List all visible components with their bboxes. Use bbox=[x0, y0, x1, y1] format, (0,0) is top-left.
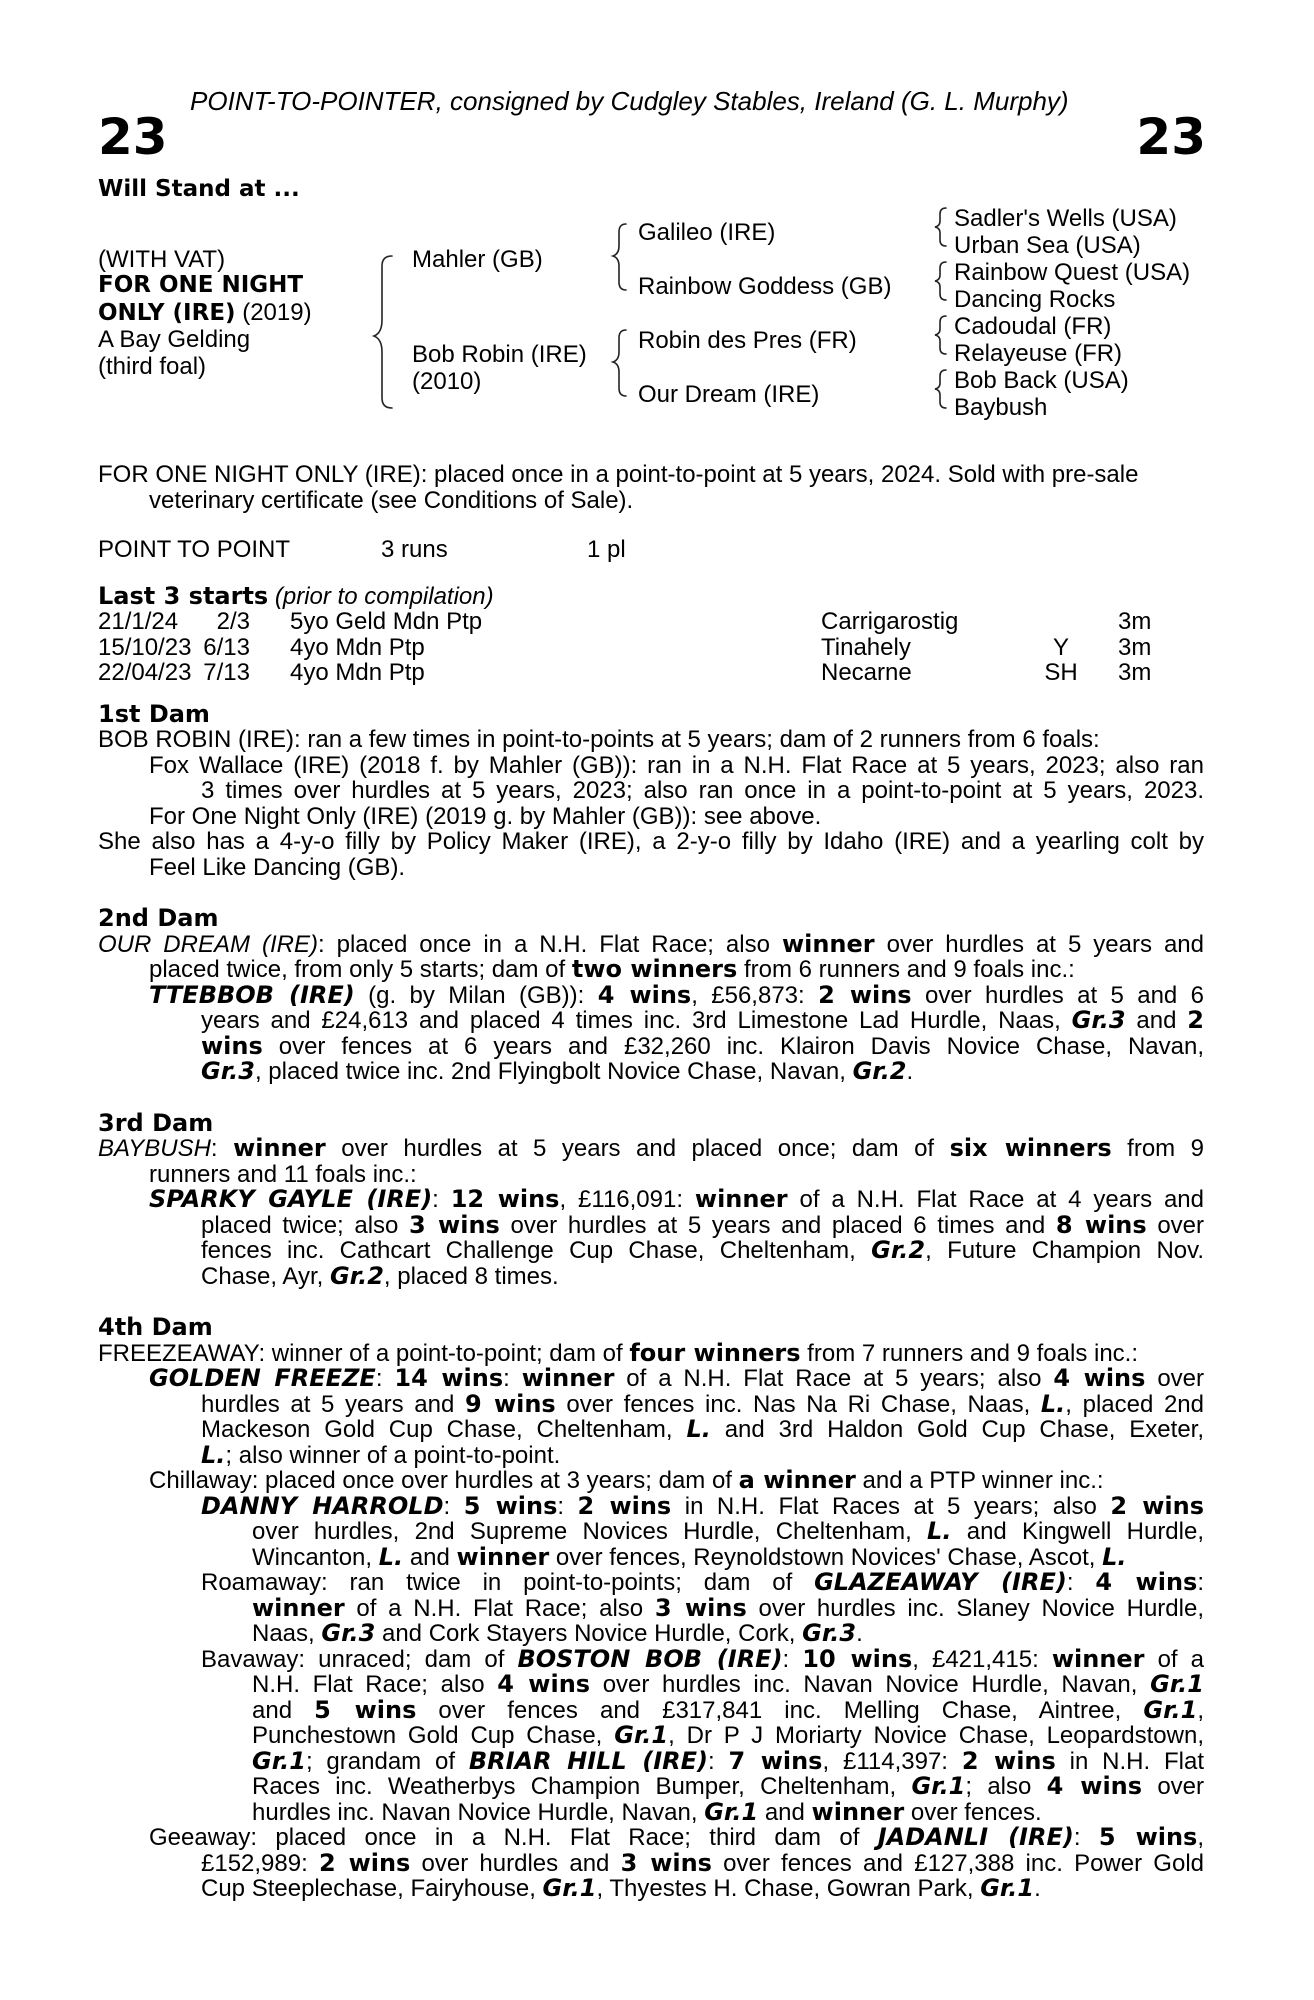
lot-number-left: 23 bbox=[98, 108, 168, 166]
bavaway-line5: Gr.1; grandam of BRIAR HILL (IRE): 7 wins, £114,397: 2 wins in N.H. Flat bbox=[252, 1746, 1204, 1775]
start-course: Tinahely bbox=[821, 633, 911, 661]
foal-note: (third foal) bbox=[98, 353, 207, 380]
produce-fox-wallace: Fox Wallace (IRE) (2018 f. by Mahler (GB)): ran in a N.H. Flat Race at 5 years, 2023; also ran bbox=[149, 751, 1204, 779]
start-row bbox=[98, 609, 1204, 635]
start-dist: 3m bbox=[1118, 659, 1152, 686]
sparky-line1: SPARKY GAYLE (IRE): 12 wins, £116,091: winner of a N.H. Flat Race at 4 years and bbox=[149, 1185, 1205, 1213]
horse-foaling-year: (2019) bbox=[235, 299, 312, 326]
danny-harrold-line1: DANNY HARROLD: 5 wins: 2 wins in N.H. Flat Races at 5 years; also 2 wins bbox=[201, 1491, 1204, 1520]
brace-sire-dam bbox=[374, 256, 392, 408]
second-dam-line2: placed twice, from only 5 starts; dam of two winners from 6 runners and 9 foals inc.: bbox=[149, 955, 1075, 983]
first-dam-heading: 1st Dam bbox=[98, 699, 210, 728]
third-dam-heading: 3rd Dam bbox=[98, 1108, 214, 1137]
vat-note: (WITH VAT) bbox=[98, 246, 226, 273]
horse-name-line1: FOR ONE NIGHT bbox=[98, 272, 304, 298]
ptp-record: POINT TO POINT 3 runs 1 pl bbox=[98, 536, 626, 563]
bavaway-line6: Races inc. Weatherbys Champion Bumper, Cheltenham, Gr.1; also 4 wins over bbox=[252, 1772, 1205, 1800]
sparky-line3: fences inc. Cathcart Challenge Cup Chase, Cheltenham, Gr.2, Future Champion Nov. bbox=[201, 1236, 1205, 1264]
sparky-line4: Chase, Ayr, Gr.2, placed 8 times. bbox=[201, 1261, 559, 1290]
start-pos: 2/3 bbox=[216, 608, 250, 635]
ttebbob-line1: TTEBBOB (IRE) (g. by Milan (GB)): 4 wins, £56,873: 2 wins over hurdles at 5 and 6 bbox=[149, 980, 1204, 1009]
roamaway-line2: winner of a N.H. Flat Race; also 3 wins over hurdles inc. Slaney Novice Hurdle, bbox=[252, 1593, 1204, 1622]
ttebbob-line4: Gr.3, placed twice inc. 2nd Flyingbolt Novice Chase, Navan, Gr.2. bbox=[201, 1057, 914, 1085]
start-going: Y bbox=[1052, 633, 1069, 661]
golden-freeze-line1: GOLDEN FREEZE: 14 wins: winner of a N.H. Flat Race at 5 years; also 4 wins over bbox=[149, 1364, 1205, 1392]
dam-sire: Robin des Pres (FR) bbox=[638, 327, 857, 354]
bavaway-line1: Bavaway: unraced; dam of BOSTON BOB (IRE): 10 wins, £421,415: winner of a bbox=[201, 1644, 1205, 1673]
will-stand-label: Will Stand at ... bbox=[98, 176, 300, 202]
horse-name-part: ONLY (IRE) bbox=[98, 300, 236, 326]
dam-year: (2010) bbox=[412, 368, 482, 395]
bavaway-line2: N.H. Flat Race; also 4 wins over hurdles inc. Navan Novice Hurdle, Navan, Gr.1 bbox=[252, 1670, 1204, 1698]
roamaway-line1: Roamaway: ran twice in point-to-points; dam of GLAZEAWAY (IRE): 4 wins: bbox=[201, 1568, 1204, 1596]
brace-dd bbox=[935, 370, 946, 408]
danny-harrold-line2: over hurdles, 2nd Supreme Novices Hurdle, Cheltenham, L. and Kingwell Hurdle, bbox=[252, 1517, 1205, 1545]
roamaway-line3: Naas, Gr.3 and Cork Stayers Novice Hurdle, Cork, Gr.3. bbox=[252, 1619, 863, 1647]
start-race: 4yo Mdn Ptp bbox=[290, 633, 425, 661]
chillaway-line: Chillaway: placed once over hurdles at 3 years; dam of a winner and a PTP winner inc.: bbox=[149, 1466, 1104, 1494]
sire-dam: Rainbow Goddess (GB) bbox=[638, 273, 892, 300]
start-date: 15/10/23 bbox=[98, 633, 192, 661]
produce-for-one-night-only: For One Night Only (IRE) (2019 g. by Mahler (GB)): see above. bbox=[149, 802, 822, 830]
ttebbob-line2: years and £24,613 and placed 4 times inc. 3rd Limestone Lad Hurdle, Naas, Gr.3 and 2 bbox=[201, 1006, 1204, 1034]
start-pos: 7/13 bbox=[203, 659, 250, 686]
start-date: 21/1/24 bbox=[98, 608, 179, 635]
golden-freeze-line4: L.; also winner of a point-to-point. bbox=[201, 1440, 561, 1469]
start-course: Necarne bbox=[821, 659, 912, 686]
geeaway-line3: Cup Steeplechase, Fairyhouse, Gr.1, Thyestes H. Chase, Gowran Park, Gr.1. bbox=[201, 1874, 1041, 1902]
dam-younger-stock-cont: Feel Like Dancing (GB). bbox=[149, 853, 406, 881]
produce-fox-wallace-cont: 3 times over hurdles at 5 years, 2023; also ran once in a point-to-point at 5 years, 2023. bbox=[201, 777, 1204, 804]
consignor-header: POINT-TO-POINTER, consigned by Cudgley Stables, Ireland (G. L. Murphy) bbox=[190, 86, 1069, 116]
dam: Bob Robin (IRE) bbox=[412, 341, 587, 368]
geeaway-line2: £152,989: 2 wins over hurdles and 3 wins over fences and £127,388 inc. Power Gold bbox=[201, 1848, 1205, 1877]
brace-dam bbox=[613, 330, 626, 396]
dam-younger-stock: She also has a 4-y-o filly by Policy Maker (IRE), a 2-y-o filly by Idaho (IRE) and a yearling colt by bbox=[98, 828, 1204, 855]
second-dam-heading: 2nd Dam bbox=[98, 904, 219, 932]
dam-dam: Our Dream (IRE) bbox=[638, 381, 820, 408]
sds: Rainbow Quest (USA) bbox=[954, 259, 1191, 286]
start-race: 4yo Mdn Ptp bbox=[290, 659, 425, 686]
start-going: SH bbox=[1044, 659, 1078, 686]
first-dam-line: BOB ROBIN (IRE): ran a few times in point-to-points at 5 years; dam of 2 runners from 6 foals: bbox=[98, 726, 1100, 753]
sparky-line2: placed twice; also 3 wins over hurdles at 5 years and placed 6 times and 8 wins over bbox=[201, 1210, 1205, 1239]
fourth-dam-line1: FREEZEAWAY: winner of a point-to-point; dam of four winners from 7 runners and 9 foals inc.: bbox=[98, 1338, 1139, 1367]
golden-freeze-line2: hurdles at 5 years and 9 wins over fences inc. Nas Na Ri Chase, Naas, L., placed 2nd bbox=[201, 1389, 1204, 1418]
sss: Sadler's Wells (USA) bbox=[954, 205, 1177, 232]
bavaway-line7: hurdles inc. Navan Novice Hurdle, Navan, Gr.1 and winner over fences. bbox=[252, 1797, 1042, 1826]
sdd: Dancing Rocks bbox=[954, 286, 1116, 313]
starts-heading: Last 3 starts (prior to compilation) bbox=[98, 581, 494, 610]
second-dam-line1: OUR DREAM (IRE): placed once in a N.H. Flat Race; also winner over hurdles at 5 years and bbox=[98, 929, 1204, 958]
start-dist: 3m bbox=[1118, 608, 1152, 635]
start-date: 22/04/23 bbox=[98, 659, 192, 686]
brace-sire bbox=[613, 224, 626, 290]
start-race: 5yo Geld Mdn Ptp bbox=[290, 608, 483, 635]
dsd: Relayeuse (FR) bbox=[954, 340, 1123, 367]
ssd: Urban Sea (USA) bbox=[954, 232, 1141, 259]
bavaway-line3: and 5 wins over fences and £317,841 inc. Melling Chase, Aintree, Gr.1, bbox=[252, 1695, 1204, 1724]
summary-line2: veterinary certificate (see Conditions of Sale). bbox=[149, 486, 634, 514]
golden-freeze-line3: Mackeson Gold Cup Chase, Cheltenham, L. and 3rd Haldon Gold Cup Chase, Exeter, bbox=[201, 1415, 1204, 1443]
start-course: Carrigarostig bbox=[821, 608, 959, 635]
horse-description: A Bay Gelding bbox=[98, 326, 251, 353]
geeaway-line1: Geeaway: placed once in a N.H. Flat Race; third dam of JADANLI (IRE): 5 wins, bbox=[149, 1823, 1205, 1851]
brace-sd bbox=[935, 262, 946, 300]
start-row bbox=[98, 660, 1204, 686]
catalogue-body bbox=[98, 462, 1204, 1902]
dds: Bob Back (USA) bbox=[954, 367, 1129, 394]
brace-ds bbox=[935, 316, 946, 354]
danny-harrold-line3: Wincanton, L. and winner over fences, Reynoldstown Novices' Chase, Ascot, L. bbox=[252, 1542, 1127, 1571]
summary-line1: FOR ONE NIGHT ONLY (IRE): placed once in a point-to-point at 5 years, 2024. Sold with pre-sale bbox=[98, 461, 1139, 488]
fourth-dam-heading: 4th Dam bbox=[98, 1313, 213, 1341]
third-dam-line2: runners and 11 foals inc.: bbox=[149, 1160, 417, 1188]
sire: Mahler (GB) bbox=[412, 246, 543, 273]
start-row bbox=[98, 635, 1204, 661]
starts-table bbox=[98, 609, 1204, 686]
start-dist: 3m bbox=[1118, 633, 1152, 661]
ddd: Baybush bbox=[954, 394, 1048, 421]
lot-number-right: 23 bbox=[1136, 108, 1206, 166]
brace-ss bbox=[935, 208, 946, 246]
sire-sire: Galileo (IRE) bbox=[638, 219, 776, 246]
dss: Cadoudal (FR) bbox=[954, 313, 1112, 340]
third-dam-line1: BAYBUSH: winner over hurdles at 5 years and placed once; dam of six winners from 9 bbox=[98, 1134, 1204, 1162]
bavaway-line4: Punchestown Gold Cup Chase, Gr.1, Dr P J Moriarty Novice Chase, Leopardstown, bbox=[252, 1721, 1205, 1749]
ttebbob-line3: wins over fences at 6 years and £32,260 inc. Klairon Davis Novice Chase, Navan, bbox=[201, 1031, 1204, 1060]
start-pos: 6/13 bbox=[203, 633, 250, 661]
